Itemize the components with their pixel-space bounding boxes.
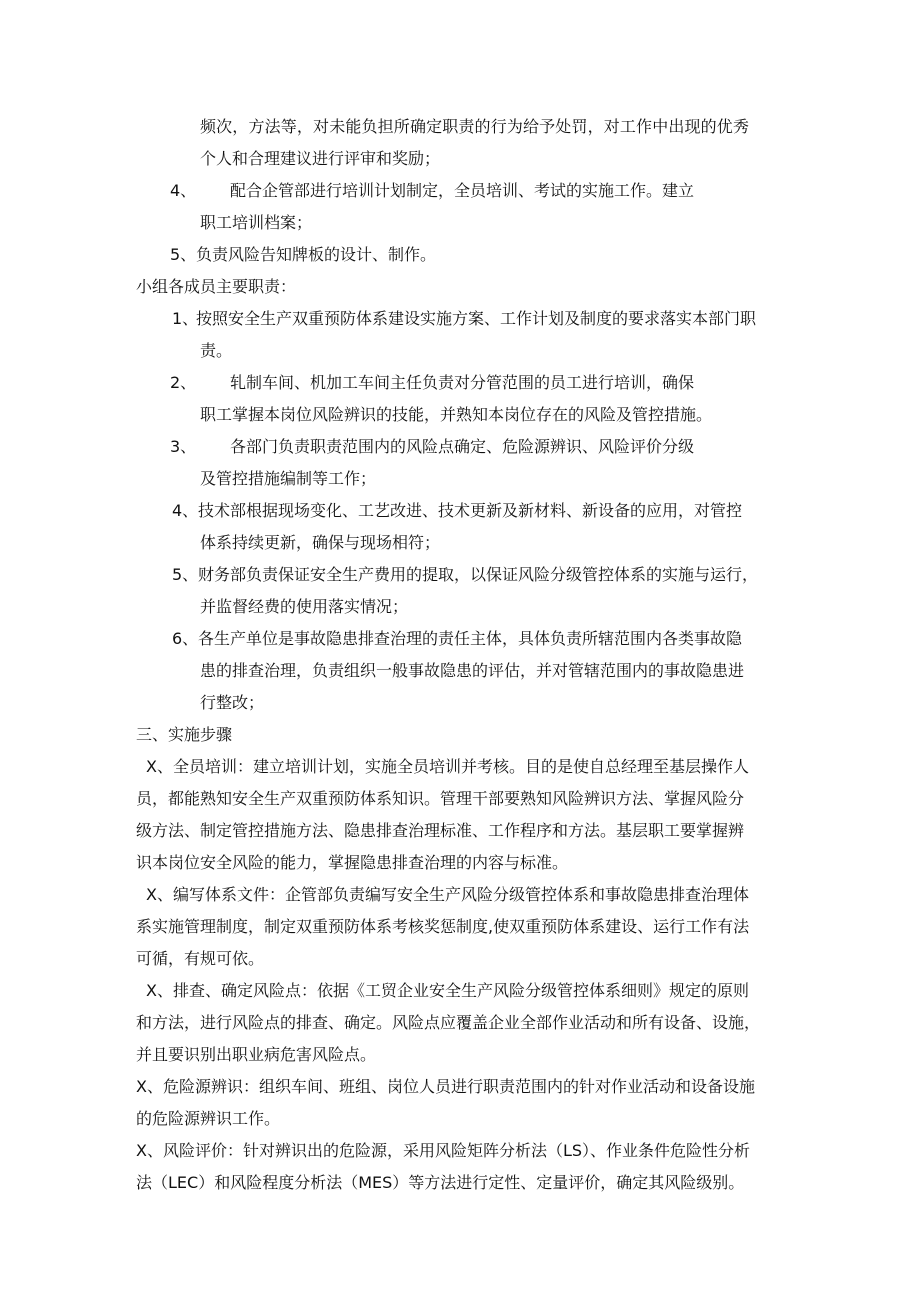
paragraph-line: X、风险评价：针对辨识出的危险源，采用风险矩阵分析法（LS）、作业条件危险性分析 — [136, 1141, 751, 1160]
list-number: 5、 — [170, 245, 197, 264]
list-item-line: 轧制车间、机加工车间主任负责对分管范围的员工进行培训，确保 — [230, 373, 695, 392]
list-number: 6、 — [172, 629, 199, 648]
continuation-line-1: 频次，方法等，对未能负担所确定职责的行为给予处罚，对工作中出现的优秀 — [200, 117, 750, 136]
paragraph-line: X、排查、确定风险点：依据《工贸企业安全生产风险分级管控体系细则》规定的原则 — [146, 981, 749, 1000]
list-item-line: 各生产单位是事故隐患排查治理的责任主体，具体负责所辖范围内各类事故隐 — [198, 629, 743, 648]
list-number: 3、 — [170, 437, 197, 456]
list-item-line: 职工掌握本岗位风险辨识的技能，并熟知本岗位存在的风险及管控措施。 — [200, 405, 713, 424]
section-heading: 三、实施步骤 — [136, 725, 233, 744]
paragraph-line: 并且要识别出职业病危害风险点。 — [136, 1045, 377, 1064]
list-item-line: 财务部负责保证安全生产费用的提取，以保证风险分级管控体系的实施与运行， — [198, 565, 759, 584]
paragraph-line: 识本岗位安全风险的能力，掌握隐患排查治理的内容与标准。 — [136, 853, 569, 872]
continuation-line-2: 个人和合理建议进行评审和奖励； — [200, 149, 441, 168]
list-number: 4、 — [172, 501, 199, 520]
list-number: 4、 — [170, 181, 197, 200]
list-item-line: 体系持续更新，确保与现场相符； — [200, 533, 441, 552]
section-heading: 小组各成员主要职责： — [136, 277, 297, 296]
list-item-line: 按照安全生产双重预防体系建设实施方案、工作计划及制度的要求落实本部门职 — [196, 309, 757, 328]
list-item-line: 责。 — [200, 341, 233, 360]
paragraph-line: X、全员培训：建立培训计划，实施全员培训并考核。目的是使自总经理至基层操作人 — [146, 757, 749, 776]
paragraph-line: 可循，有规可依。 — [136, 949, 265, 968]
list-item-line: 及管控措施编制等工作； — [200, 469, 377, 488]
list-number: 1、 — [172, 309, 199, 328]
list-item-line: 技术部根据现场变化、工艺改进、技术更新及新材料、新设备的应用，对管控 — [198, 501, 743, 520]
paragraph-line: 员，都能熟知安全生产双重预防体系知识。管理干部要熟知风险辨识方法、掌握风险分 — [136, 789, 745, 808]
list-item-line: 职工培训档案； — [200, 213, 313, 232]
paragraph-line: X、危险源辨识：组织车间、班组、岗位人员进行职责范围内的针对作业活动和设备设施 — [136, 1077, 755, 1096]
list-item-line: 负责风险告知牌板的设计、制作。 — [196, 245, 437, 264]
list-number: 2、 — [170, 373, 197, 392]
list-item-line: 并监督经费的使用落实情况； — [200, 597, 409, 616]
list-item-line: 各部门负责职责范围内的风险点确定、危险源辨识、风险评价分级 — [230, 437, 695, 456]
paragraph-line: 级方法、制定管控措施方法、隐患排查治理标准、工作程序和方法。基层职工要掌握辨 — [136, 821, 745, 840]
paragraph-line: 的危险源辨识工作。 — [136, 1109, 281, 1128]
paragraph-line: 法（LEC）和风险程度分析法（MES）等方法进行定性、定量评价，确定其风险级别。 — [136, 1173, 745, 1192]
paragraph-line: 和方法，进行风险点的排查、确定。风险点应覆盖企业全部作业活动和所有设备、设施， — [136, 1013, 761, 1032]
list-item-line: 患的排查治理，负责组织一般事故隐患的评估，并对管辖范围内的事故隐患进 — [200, 661, 745, 680]
paragraph-line: X、编写体系文件：企管部负责编写安全生产风险分级管控体系和事故隐患排查治理体 — [146, 885, 749, 904]
paragraph-line: 系实施管理制度，制定双重预防体系考核奖惩制度,使双重预防体系建设、运行工作有法 — [136, 917, 750, 936]
list-number: 5、 — [172, 565, 199, 584]
list-item-line: 配合企管部进行培训计划制定，全员培训、考试的实施工作。建立 — [230, 181, 695, 200]
list-item-line: 行整改； — [200, 693, 265, 712]
